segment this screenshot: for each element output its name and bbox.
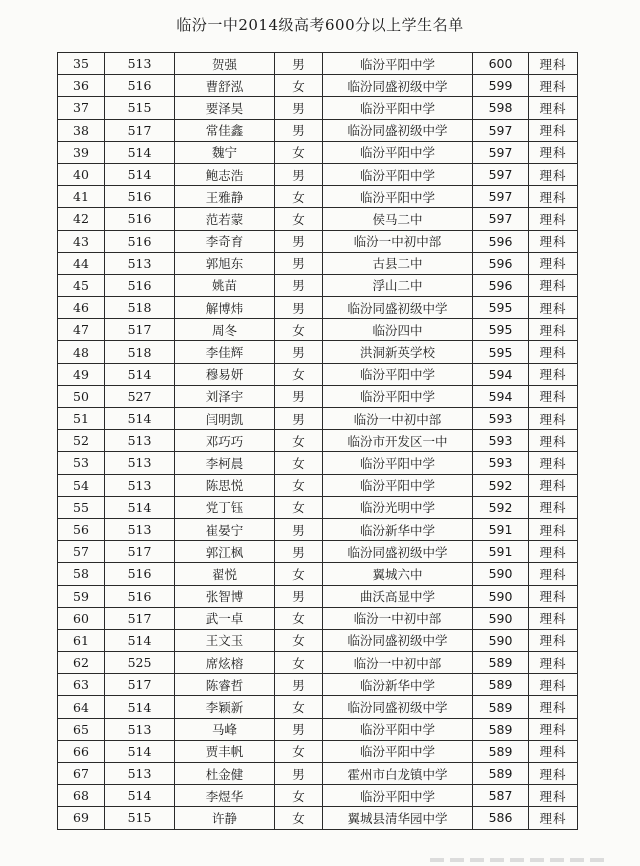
class-cell: 527 <box>105 385 175 407</box>
rank-cell: 42 <box>58 208 105 230</box>
gender-cell: 男 <box>275 341 323 363</box>
class-cell: 516 <box>105 230 175 252</box>
score-cell: 597 <box>473 186 529 208</box>
score-cell: 599 <box>473 75 529 97</box>
name-cell: 贺强 <box>175 53 275 75</box>
gender-cell: 女 <box>275 696 323 718</box>
name-cell: 要泽昊 <box>175 97 275 119</box>
table-row <box>58 430 578 452</box>
rank-cell: 41 <box>58 186 105 208</box>
class-cell: 516 <box>105 274 175 296</box>
class-cell: 516 <box>105 75 175 97</box>
table-row <box>58 363 578 385</box>
subject-cell: 理科 <box>529 230 578 252</box>
class-cell: 517 <box>105 541 175 563</box>
name-cell: 邓巧巧 <box>175 430 275 452</box>
score-cell: 586 <box>473 807 529 829</box>
table-row <box>58 297 578 319</box>
rank-cell: 68 <box>58 785 105 807</box>
rank-cell: 47 <box>58 319 105 341</box>
name-cell: 李奇育 <box>175 230 275 252</box>
subject-cell: 理科 <box>529 341 578 363</box>
table-row <box>58 740 578 762</box>
rank-cell: 35 <box>58 53 105 75</box>
table-row <box>58 75 578 97</box>
name-cell: 张智博 <box>175 585 275 607</box>
score-cell: 598 <box>473 97 529 119</box>
class-cell: 514 <box>105 163 175 185</box>
class-cell: 513 <box>105 763 175 785</box>
rank-cell: 60 <box>58 607 105 629</box>
gender-cell: 女 <box>275 141 323 163</box>
class-cell: 517 <box>105 319 175 341</box>
name-cell: 曹舒泓 <box>175 75 275 97</box>
rank-cell: 46 <box>58 297 105 319</box>
score-cell: 597 <box>473 141 529 163</box>
score-cell: 595 <box>473 297 529 319</box>
table-row <box>58 274 578 296</box>
subject-cell: 理科 <box>529 674 578 696</box>
subject-cell: 理科 <box>529 696 578 718</box>
school-cell: 临汾同盛初级中学 <box>323 629 473 651</box>
score-cell: 589 <box>473 674 529 696</box>
table-row <box>58 585 578 607</box>
subject-cell: 理科 <box>529 763 578 785</box>
class-cell: 514 <box>105 629 175 651</box>
school-cell: 临汾市开发区一中 <box>323 430 473 452</box>
class-cell: 517 <box>105 674 175 696</box>
gender-cell: 男 <box>275 252 323 274</box>
subject-cell: 理科 <box>529 274 578 296</box>
table-row <box>58 496 578 518</box>
name-cell: 刘泽宇 <box>175 385 275 407</box>
rank-cell: 36 <box>58 75 105 97</box>
score-cell: 596 <box>473 252 529 274</box>
class-cell: 518 <box>105 341 175 363</box>
subject-cell: 理科 <box>529 163 578 185</box>
rank-cell: 61 <box>58 629 105 651</box>
gender-cell: 男 <box>275 585 323 607</box>
gender-cell: 女 <box>275 363 323 385</box>
subject-cell: 理科 <box>529 785 578 807</box>
name-cell: 李柯晨 <box>175 452 275 474</box>
table-row <box>58 785 578 807</box>
subject-cell: 理科 <box>529 585 578 607</box>
school-cell: 临汾四中 <box>323 319 473 341</box>
rank-cell: 45 <box>58 274 105 296</box>
score-cell: 587 <box>473 785 529 807</box>
name-cell: 党丁钰 <box>175 496 275 518</box>
score-cell: 596 <box>473 230 529 252</box>
subject-cell: 理科 <box>529 119 578 141</box>
class-cell: 515 <box>105 807 175 829</box>
table-row <box>58 474 578 496</box>
table-row <box>58 452 578 474</box>
score-cell: 593 <box>473 408 529 430</box>
name-cell: 郭江枫 <box>175 541 275 563</box>
page-title: 临汾一中2014级高考600分以上学生名单 <box>176 16 464 34</box>
score-cell: 597 <box>473 119 529 141</box>
score-cell: 590 <box>473 585 529 607</box>
name-cell: 李煜华 <box>175 785 275 807</box>
name-cell: 穆易妍 <box>175 363 275 385</box>
gender-cell: 女 <box>275 496 323 518</box>
score-cell: 592 <box>473 474 529 496</box>
score-cell: 597 <box>473 208 529 230</box>
subject-cell: 理科 <box>529 607 578 629</box>
class-cell: 514 <box>105 740 175 762</box>
gender-cell: 女 <box>275 607 323 629</box>
score-cell: 593 <box>473 430 529 452</box>
subject-cell: 理科 <box>529 474 578 496</box>
table-row <box>58 607 578 629</box>
rank-cell: 57 <box>58 541 105 563</box>
score-cell: 589 <box>473 696 529 718</box>
gender-cell: 女 <box>275 430 323 452</box>
gender-cell: 女 <box>275 740 323 762</box>
school-cell: 临汾平阳中学 <box>323 718 473 740</box>
score-cell: 593 <box>473 452 529 474</box>
score-cell: 590 <box>473 563 529 585</box>
table-row <box>58 696 578 718</box>
gender-cell: 男 <box>275 385 323 407</box>
name-cell: 马峰 <box>175 718 275 740</box>
gender-cell: 男 <box>275 674 323 696</box>
score-cell: 600 <box>473 53 529 75</box>
subject-cell: 理科 <box>529 408 578 430</box>
school-cell: 临汾平阳中学 <box>323 385 473 407</box>
gender-cell: 男 <box>275 230 323 252</box>
score-cell: 595 <box>473 341 529 363</box>
school-cell: 临汾平阳中学 <box>323 740 473 762</box>
table-row <box>58 186 578 208</box>
name-cell: 翟悦 <box>175 563 275 585</box>
table-row <box>58 341 578 363</box>
class-cell: 513 <box>105 452 175 474</box>
score-cell: 594 <box>473 385 529 407</box>
rank-cell: 59 <box>58 585 105 607</box>
score-cell: 589 <box>473 718 529 740</box>
subject-cell: 理科 <box>529 541 578 563</box>
table-row <box>58 319 578 341</box>
name-cell: 崔晏宁 <box>175 518 275 540</box>
rank-cell: 65 <box>58 718 105 740</box>
name-cell: 魏宁 <box>175 141 275 163</box>
subject-cell: 理科 <box>529 297 578 319</box>
rank-cell: 63 <box>58 674 105 696</box>
school-cell: 临汾一中初中部 <box>323 230 473 252</box>
school-cell: 洪洞新英学校 <box>323 341 473 363</box>
name-cell: 周冬 <box>175 319 275 341</box>
rank-cell: 37 <box>58 97 105 119</box>
class-cell: 517 <box>105 119 175 141</box>
subject-cell: 理科 <box>529 363 578 385</box>
gender-cell: 男 <box>275 53 323 75</box>
class-cell: 514 <box>105 496 175 518</box>
school-cell: 临汾一中初中部 <box>323 652 473 674</box>
rank-cell: 69 <box>58 807 105 829</box>
name-cell: 武一卓 <box>175 607 275 629</box>
school-cell: 临汾平阳中学 <box>323 53 473 75</box>
class-cell: 525 <box>105 652 175 674</box>
table-row <box>58 763 578 785</box>
name-cell: 王文玉 <box>175 629 275 651</box>
rank-cell: 53 <box>58 452 105 474</box>
rank-cell: 40 <box>58 163 105 185</box>
rank-cell: 38 <box>58 119 105 141</box>
table-row <box>58 652 578 674</box>
rank-cell: 49 <box>58 363 105 385</box>
table-row <box>58 718 578 740</box>
gender-cell: 女 <box>275 563 323 585</box>
class-cell: 516 <box>105 208 175 230</box>
school-cell: 临汾同盛初级中学 <box>323 297 473 319</box>
table-row <box>58 518 578 540</box>
class-cell: 513 <box>105 53 175 75</box>
subject-cell: 理科 <box>529 652 578 674</box>
table-row <box>58 230 578 252</box>
name-cell: 杜金健 <box>175 763 275 785</box>
class-cell: 513 <box>105 252 175 274</box>
gender-cell: 男 <box>275 408 323 430</box>
rank-cell: 44 <box>58 252 105 274</box>
school-cell: 侯马二中 <box>323 208 473 230</box>
table-row <box>58 53 578 75</box>
rank-cell: 62 <box>58 652 105 674</box>
subject-cell: 理科 <box>529 252 578 274</box>
subject-cell: 理科 <box>529 97 578 119</box>
school-cell: 临汾平阳中学 <box>323 785 473 807</box>
gender-cell: 女 <box>275 474 323 496</box>
class-cell: 514 <box>105 363 175 385</box>
school-cell: 临汾平阳中学 <box>323 363 473 385</box>
gender-cell: 男 <box>275 541 323 563</box>
name-cell: 王雅静 <box>175 186 275 208</box>
class-cell: 513 <box>105 430 175 452</box>
class-cell: 514 <box>105 141 175 163</box>
class-cell: 513 <box>105 518 175 540</box>
school-cell: 临汾新华中学 <box>323 518 473 540</box>
score-cell: 594 <box>473 363 529 385</box>
subject-cell: 理科 <box>529 629 578 651</box>
school-cell: 曲沃高显中学 <box>323 585 473 607</box>
subject-cell: 理科 <box>529 740 578 762</box>
gender-cell: 女 <box>275 75 323 97</box>
score-cell: 592 <box>473 496 529 518</box>
rank-cell: 43 <box>58 230 105 252</box>
table-row <box>58 97 578 119</box>
class-cell: 516 <box>105 585 175 607</box>
school-cell: 临汾同盛初级中学 <box>323 119 473 141</box>
subject-cell: 理科 <box>529 807 578 829</box>
table-row <box>58 163 578 185</box>
table-row <box>58 252 578 274</box>
gender-cell: 男 <box>275 718 323 740</box>
class-cell: 513 <box>105 718 175 740</box>
class-cell: 514 <box>105 785 175 807</box>
name-cell: 席炫榕 <box>175 652 275 674</box>
subject-cell: 理科 <box>529 385 578 407</box>
rank-cell: 48 <box>58 341 105 363</box>
table-body <box>58 53 578 830</box>
page-edge-smudge <box>430 858 610 862</box>
school-cell: 临汾一中初中部 <box>323 607 473 629</box>
gender-cell: 男 <box>275 97 323 119</box>
score-cell: 597 <box>473 163 529 185</box>
school-cell: 临汾光明中学 <box>323 496 473 518</box>
school-cell: 临汾同盛初级中学 <box>323 75 473 97</box>
subject-cell: 理科 <box>529 452 578 474</box>
table-row <box>58 807 578 829</box>
gender-cell: 女 <box>275 208 323 230</box>
rank-cell: 54 <box>58 474 105 496</box>
class-cell: 514 <box>105 696 175 718</box>
class-cell: 516 <box>105 563 175 585</box>
subject-cell: 理科 <box>529 75 578 97</box>
score-cell: 595 <box>473 319 529 341</box>
school-cell: 临汾同盛初级中学 <box>323 696 473 718</box>
subject-cell: 理科 <box>529 496 578 518</box>
gender-cell: 男 <box>275 119 323 141</box>
gender-cell: 男 <box>275 163 323 185</box>
gender-cell: 女 <box>275 186 323 208</box>
subject-cell: 理科 <box>529 208 578 230</box>
name-cell: 李颖新 <box>175 696 275 718</box>
score-cell: 591 <box>473 541 529 563</box>
name-cell: 许静 <box>175 807 275 829</box>
table-row <box>58 563 578 585</box>
class-cell: 516 <box>105 186 175 208</box>
score-cell: 589 <box>473 652 529 674</box>
school-cell: 翼城县清华园中学 <box>323 807 473 829</box>
table-row <box>58 674 578 696</box>
subject-cell: 理科 <box>529 319 578 341</box>
rank-cell: 56 <box>58 518 105 540</box>
table-row <box>58 119 578 141</box>
rank-cell: 55 <box>58 496 105 518</box>
subject-cell: 理科 <box>529 53 578 75</box>
school-cell: 临汾平阳中学 <box>323 97 473 119</box>
school-cell: 临汾平阳中学 <box>323 141 473 163</box>
gender-cell: 女 <box>275 452 323 474</box>
subject-cell: 理科 <box>529 518 578 540</box>
subject-cell: 理科 <box>529 186 578 208</box>
school-cell: 临汾新华中学 <box>323 674 473 696</box>
class-cell: 518 <box>105 297 175 319</box>
school-cell: 古县二中 <box>323 252 473 274</box>
name-cell: 李佳辉 <box>175 341 275 363</box>
subject-cell: 理科 <box>529 141 578 163</box>
subject-cell: 理科 <box>529 563 578 585</box>
school-cell: 临汾同盛初级中学 <box>323 541 473 563</box>
rank-cell: 51 <box>58 408 105 430</box>
gender-cell: 女 <box>275 629 323 651</box>
class-cell: 513 <box>105 474 175 496</box>
school-cell: 临汾平阳中学 <box>323 163 473 185</box>
school-cell: 临汾一中初中部 <box>323 408 473 430</box>
score-cell: 590 <box>473 629 529 651</box>
table-row <box>58 541 578 563</box>
name-cell: 闫明凯 <box>175 408 275 430</box>
rank-cell: 66 <box>58 740 105 762</box>
class-cell: 517 <box>105 607 175 629</box>
name-cell: 常佳鑫 <box>175 119 275 141</box>
table-row <box>58 629 578 651</box>
name-cell: 贾丰帆 <box>175 740 275 762</box>
gender-cell: 女 <box>275 652 323 674</box>
score-cell: 589 <box>473 763 529 785</box>
name-cell: 范若蒙 <box>175 208 275 230</box>
table-row <box>58 141 578 163</box>
subject-cell: 理科 <box>529 430 578 452</box>
gender-cell: 女 <box>275 319 323 341</box>
table-row <box>58 208 578 230</box>
student-score-table <box>57 52 578 830</box>
class-cell: 514 <box>105 408 175 430</box>
name-cell: 郭旭东 <box>175 252 275 274</box>
gender-cell: 男 <box>275 297 323 319</box>
gender-cell: 女 <box>275 807 323 829</box>
class-cell: 515 <box>105 97 175 119</box>
gender-cell: 女 <box>275 785 323 807</box>
name-cell: 鲍志浩 <box>175 163 275 185</box>
gender-cell: 男 <box>275 763 323 785</box>
rank-cell: 58 <box>58 563 105 585</box>
table-row <box>58 408 578 430</box>
rank-cell: 39 <box>58 141 105 163</box>
school-cell: 翼城六中 <box>323 563 473 585</box>
table-row <box>58 385 578 407</box>
name-cell: 陈睿哲 <box>175 674 275 696</box>
score-cell: 596 <box>473 274 529 296</box>
rank-cell: 52 <box>58 430 105 452</box>
school-cell: 临汾平阳中学 <box>323 186 473 208</box>
rank-cell: 50 <box>58 385 105 407</box>
name-cell: 陈思悦 <box>175 474 275 496</box>
name-cell: 解博炜 <box>175 297 275 319</box>
gender-cell: 男 <box>275 518 323 540</box>
gender-cell: 男 <box>275 274 323 296</box>
school-cell: 临汾平阳中学 <box>323 474 473 496</box>
score-cell: 591 <box>473 518 529 540</box>
school-cell: 临汾平阳中学 <box>323 452 473 474</box>
rank-cell: 64 <box>58 696 105 718</box>
school-cell: 霍州市白龙镇中学 <box>323 763 473 785</box>
rank-cell: 67 <box>58 763 105 785</box>
subject-cell: 理科 <box>529 718 578 740</box>
school-cell: 浮山二中 <box>323 274 473 296</box>
name-cell: 姚苗 <box>175 274 275 296</box>
score-cell: 590 <box>473 607 529 629</box>
score-cell: 589 <box>473 740 529 762</box>
